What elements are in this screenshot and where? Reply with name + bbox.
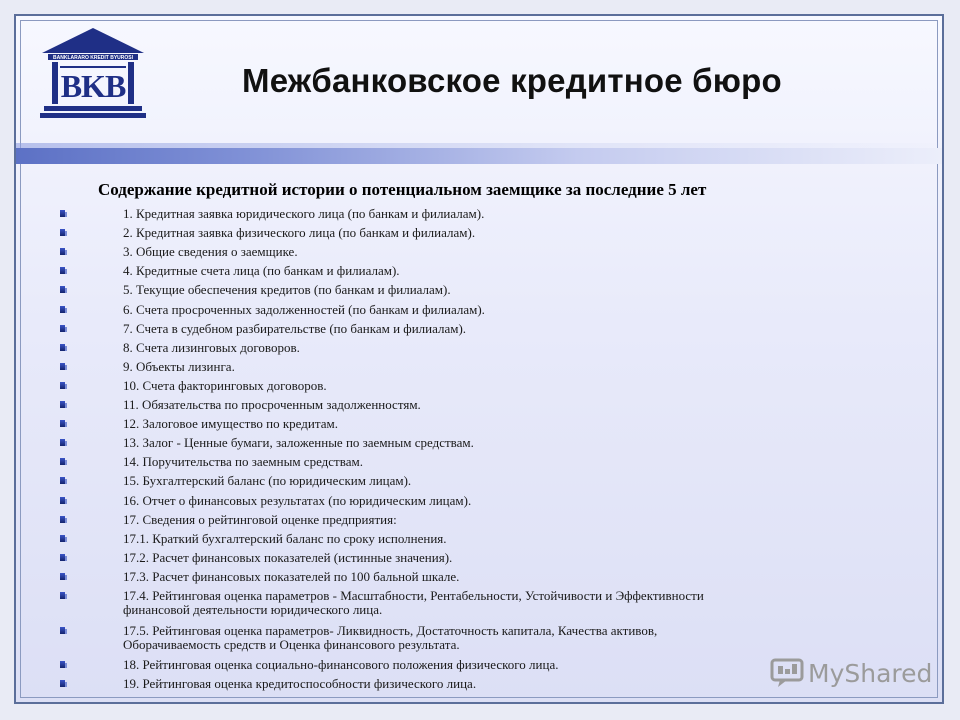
list-item [16, 360, 944, 374]
list-item-text: 15. Бухгалтерский баланс (по юридическим лицам). [123, 473, 412, 489]
list-item [16, 551, 944, 565]
list-item-text: 9. Объекты лизинга. [123, 358, 235, 374]
list-item-text: 17.3. Расчет финансовых показателей по 100 бальной шкале. [123, 568, 460, 584]
list-item-text: 11. Обязательства по просроченным задолженностям. [123, 397, 421, 412]
list-item-text: 6. Счета просроченных задолженностей (по банкам и филиалам). [123, 301, 485, 317]
watermark-text: MyShared [808, 658, 933, 688]
list-item-text: 17.2. Расчет финансовых показателей (истинные значения). [123, 549, 453, 565]
list-item [16, 532, 944, 546]
list-item-text: 14. Поручительства по заемным средствам. [123, 454, 363, 470]
list-item [16, 455, 944, 469]
bullet-icon [60, 344, 65, 351]
list-item-text: 7. Счета в судебном разбирательстве (по банкам и филиалам). [123, 320, 467, 336]
slide [14, 14, 944, 704]
bullet-icon [60, 248, 65, 255]
bullet-icon [60, 680, 65, 687]
bullet-icon [60, 420, 65, 427]
list-item-text: 13. Залог - Ценные бумаги, заложенные по заемным средствам. [123, 435, 474, 451]
bullet-icon [60, 401, 65, 408]
list-item-text: 17.4. Рейтинговая оценка параметров - Масштабности, Рентабельности, Устойчивости и Эффективности [123, 588, 704, 603]
list-item [16, 474, 944, 488]
bullet-icon [60, 210, 65, 217]
bullet-icon [60, 286, 65, 293]
list-item-text-continued: финансовой деятельности юридического лица. [123, 602, 383, 617]
bullet-icon [60, 627, 65, 634]
bullet-icon [60, 554, 65, 561]
list-item [16, 283, 944, 297]
list-item [16, 245, 944, 259]
header-band [14, 148, 944, 164]
bullet-icon [60, 229, 65, 236]
list-item [16, 513, 944, 527]
list-item-text: 17. Сведения о рейтинговой оценке предприятия: [123, 511, 397, 527]
page-title: Межбанковское кредитное бюро [242, 62, 782, 99]
bullet-icon [60, 363, 65, 370]
list-item [16, 436, 944, 450]
list-item [16, 322, 944, 336]
bullet-icon [60, 516, 65, 523]
list-item-text: 8. Счета лизинговых договоров. [123, 339, 300, 355]
bullet-icon [60, 439, 65, 446]
list-item [16, 303, 944, 317]
list-item-text: 16. Отчет о финансовых результатах (по юридическим лицам). [123, 492, 472, 508]
list-item [16, 624, 944, 652]
bullet-icon [60, 267, 65, 274]
list-item-text: 5. Текущие обеспечения кредитов (по банкам и филиалам). [123, 282, 451, 298]
bullet-icon [60, 573, 65, 580]
list-item-text: 18. Рейтинговая оценка социально-финансового положения физического лица. [123, 657, 559, 672]
logo-letters: BKB [60, 68, 126, 104]
list-item-text: 4. Кредитные счета лица (по банкам и филиалам). [123, 263, 400, 279]
list-item-text: 3. Общие сведения о заемщике. [123, 244, 298, 260]
list-item-text: 17.5. Рейтинговая оценка параметров- Ликвидность, Достаточность капитала, Качества активов, [123, 622, 658, 638]
list-item [16, 264, 944, 278]
list-item-text: 1. Кредитная заявка юридического лица (по банкам и филиалам). [123, 206, 485, 221]
list-item [16, 589, 944, 617]
bullet-icon [60, 325, 65, 332]
list-item-text: 2. Кредитная заявка физического лица (по банкам и филиалам). [123, 225, 476, 241]
list-item-text: 17.1. Краткий бухгалтерский баланс по сроку исполнения. [123, 530, 447, 546]
list-item [16, 226, 944, 240]
list-item [16, 417, 944, 431]
watermark [770, 657, 932, 689]
list-item [16, 341, 944, 355]
bullet-icon [60, 382, 65, 389]
bullet-icon [60, 535, 65, 542]
bullet-icon [60, 661, 65, 668]
list-item-text: 10. Счета факторинговых договоров. [123, 377, 327, 393]
myshared-logo-icon [770, 657, 804, 689]
list-item [16, 207, 944, 221]
list-item [16, 379, 944, 393]
bullet-icon [60, 477, 65, 484]
list-item [16, 398, 944, 412]
bullet-icon [60, 458, 65, 465]
bullet-icon [60, 497, 65, 504]
list-item-text: 12. Залоговое имущество по кредитам. [123, 416, 338, 432]
list-item [16, 570, 944, 584]
bullet-icon [60, 306, 65, 313]
content-heading: Содержание кредитной истории о потенциальном заемщике за последние 5 лет [98, 180, 707, 199]
logo-top-text: BANKLARARO KREDIT BYUROSI [53, 55, 133, 61]
list-item [16, 494, 944, 508]
bullet-icon [60, 592, 65, 599]
bkb-logo [38, 26, 148, 121]
list-item-text-continued: Оборачиваемость средств и Оценка финансового результата. [123, 636, 460, 652]
list-item-text: 19. Рейтинговая оценка кредитоспособности физического лица. [123, 676, 477, 692]
